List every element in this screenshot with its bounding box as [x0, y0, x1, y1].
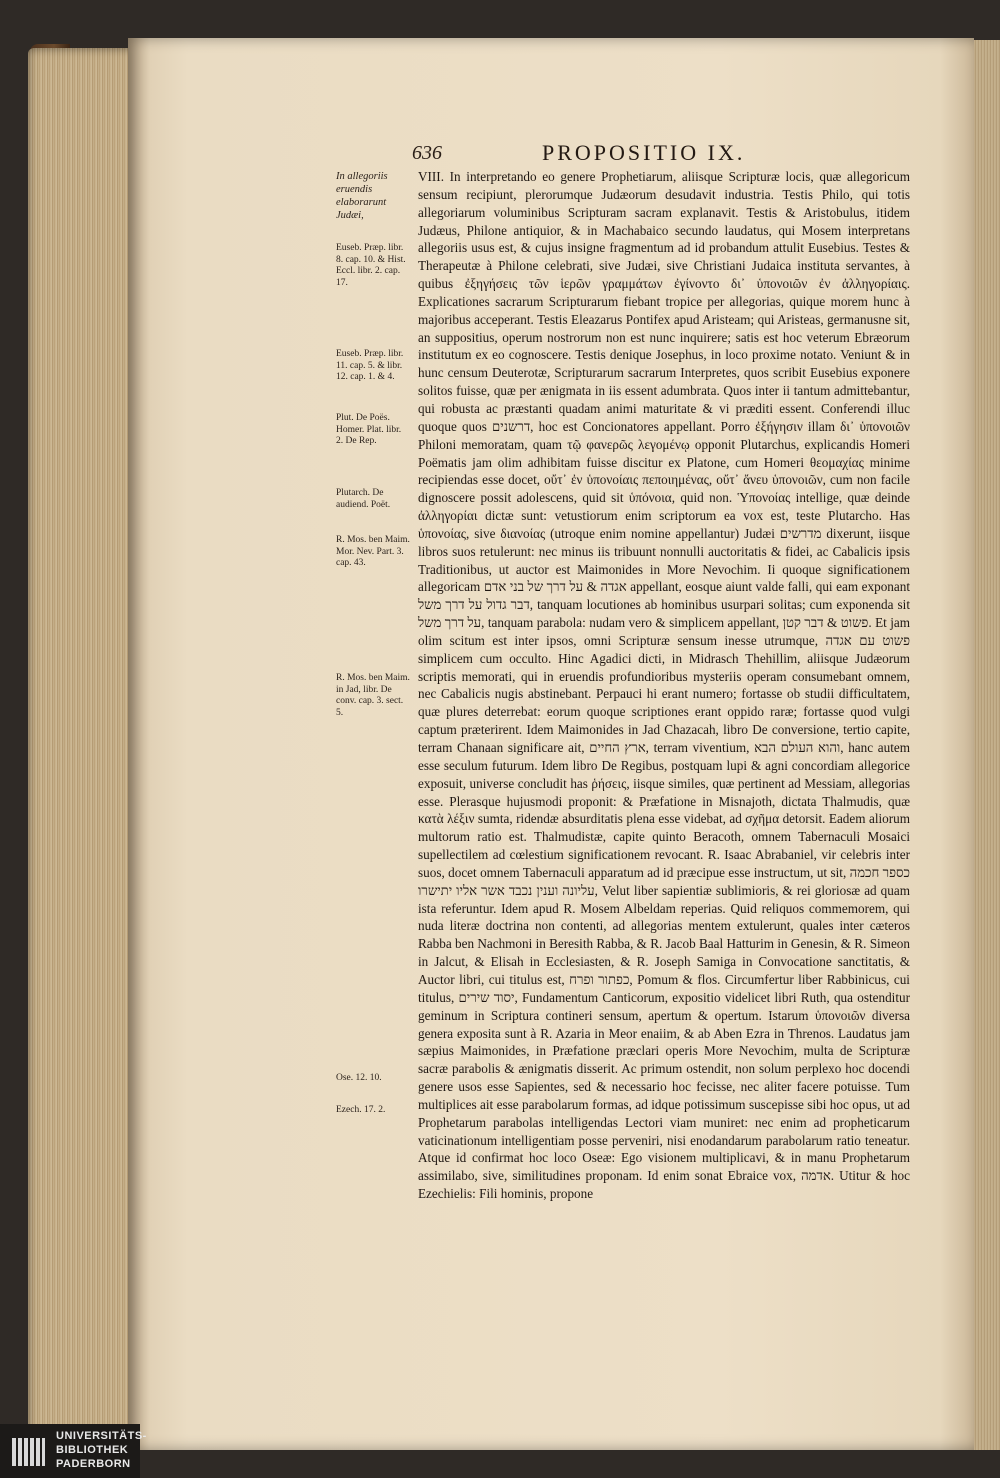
margin-note: Plut. De Poës. Homer. Plat. libr. 2. De Rep.	[336, 413, 402, 446]
page-edges-left	[28, 48, 138, 1448]
logo-line: BIBLIOTHEK	[56, 1444, 129, 1456]
library-logo-icon	[8, 1432, 48, 1472]
library-logo	[0, 1424, 147, 1478]
running-head: PROPOSITIO IX.	[542, 140, 746, 165]
page-number: 636	[412, 142, 442, 164]
library-logo-text	[56, 1429, 147, 1471]
logo-line: UNIVERSITÄTS-	[56, 1430, 147, 1442]
margin-note: R. Mos. ben Maim. in Jad, libr. De conv. cap. 3. sect. 5.	[336, 673, 410, 718]
margin-note: Euseb. Præp. libr. 8. cap. 10. & Hist. Eccl. libr. 2. cap. 17.	[336, 243, 406, 288]
paragraph-viii: VIII. In interpretando eo genere Prophetiarum, aliisque Scripturæ locis, quæ allegoricum sensum recipiunt, plerorumque Judæorum desudavit industria. Testis Philo, qui totis allegoriarum voluminibus Scripturam sacram explanavit. Testis & Aristobulus, itidem Judæus, Philone antiquior, & in Machabaico secundo laudatus, qui Mosem interpretans allegoriis usus est, & cujus insigne fragmentum ad id probandum attulit Eusebius. Testes & Therapeutæ à Philone celebrati, sive Judæi, sive Christiani Judaica instituta servantes, à quibus ἐξηγήσεις τῶν ἱερῶν γραμμάτων ἐγίνοντο δι᾽ ὑπονοιῶν ἐν ἀλληγορίαις. Explicationes sacrarum Scripturarum fiebant tropice per allegorias, quique morem hunc à majoribus acceperant. Testis Eleazarus Pontifex apud Aristeam; qui Aristeas, germanusne sit, an suppositius, operum nostrorum non est nunc inquirere; satis est hoc veterum Ebræorum institutum ex eo cognoscere. Testis denique Josephus, in loco proxime notato. Veniunt & in hunc censum Deuterotæ, Scripturarum sacrarum Interpretes, quos scribit Eusebius exponere solitos fuisse, quæ per ænigmata in iis essent adumbrata. Quos inter ii tantum admittebantur, qui robusta ac præstanti quadam animi maturitate & vi præditi essent. Conferendi illuc quoque quos דרשנים, hoc est Concionatores appellant. Porro ἐξήγησιν illam δι᾽ ὑπονοιῶν Philoni memoratam, quam τῷ φανερῶς λεγομένῳ opponit Plutarchus, explicandis Homeri Poëmatis jam olim adhibitam fuisse discitur ex Platone, cum Homeri θεομαχίας minime recipiendas esse docet, οὔτ᾽ ἐν ὑπονοίαις πεποιημένας, οὔτ᾽ ἄνευ ὑπονοιῶν, cum non facile dignoscere possit adolescens, quid sit ὑπόνοια, quid non. Ὑπονοίας intellige, quæ deinde ἀλληγορίαι dictæ sunt: vetustiorum enim scriptorum ea vox est, teste Plutarcho. Has ὑπονοίας, sive διανοίας (utroque enim nomine appellantur) Judæi מדרשים dixerunt, iisque libros suos retulerunt: nec minus iis tribuunt nonnulli auctoritatis & fidei, ac Cabalicis ipsis Traditionibus, ut auctor est Maimonides in More Nevochim. Ii quoque significationem allegoricam אגדה & על דרך של בני אדם appellant, eosque aiunt valde falli, qui eam exponant דבר גדול על דרך משל, tanquam locutiones ab hominibus usurpari solitas; cum exponenda sit על דרך משל, tanquam parabola: nudam vero & simplicem appellant, פשוט & דבר קטן. Et jam olim scitum est inter ipsos, omni Scripturæ sensum inesse utrumque, פשוט עם אגדה simplicem cum occulto. Hinc Agadici dicti, in Midrasch Thehillim, aliisque Judæorum scriptis memorati, qui in eruendis profundioribus mysteriis operam consumebant omnem, nec Cabalicis nugis abstinebant. Perpauci hi erant numero; fortasse ob studii difficultatem, quæ plures deterrebat: eorum quoque scriptiones erant oppido raræ; fortasse quod vulgi captum præterirent. Idem Maimonides in Jad Chazacah, libro De conversione, tertio capite, terram Chanaan significare ait, ארץ החיים, terram viventium, והוא העולם הבא, hanc autem esse seculum futurum. Idem libro De Regibus, postquam lupi & agni concordiam allegorice exposuit, universe concludit has ῥήσεις, iisque similes, quæ pertinent ad Messiam, allegorias esse. Plerasque hujusmodi proponit: & Præfatione in Misnajoth, dictata Thalmudis, quæ κατὰ λέξιν sumta, ridendæ absurditatis plena esse videbat, ad σχῆμα detorsit. Eadem aliorum multorum ratio est. Thalmudistæ, capite quinto Beracoth, omnem Tabernaculi Mosaici supellectilem ad cœlestium significationem revocant. R. Isaac Abrabaniel, vir celebris inter suos, docet omnem Tabernaculi apparatum ad id præcipue esse instructum, ut sit, כספר חכמה עליונה וענין נכבד אשר אליו יתישרו, Velut liber sapientiæ sublimioris, & rei gloriosæ ad quam ista referuntur. Idem apud R. Mosem Albeldam reperias. Quid reliquos commemorem, qui nuda literæ doctrina non contenti, ad allegorias mentem extulerunt, quales inter cæteros Rabba ben Nachmoni in Beresith Rabba, & R. Jacob Baal Hatturim in Genesin, & R. Simeon in Jalcut, & Elisah in Ecclesiasten, & R. Joseph Samiga in Convocatione sanctitatis, & Auctor libri, cui titulus est, כפתור ופרח, Pomum & flos. Circumfertur liber Rabbinicus, cui titulus, יסוד שירים, Fundamentum Canticorum, expositio videlicet libri Ruth, qua ostenditur geminum in Scriptura contineri sensum, apertum & opertum. Istarum ὑπονοιῶν diversa genera exposita sunt à R. Azaria in Meor enaiim, & ab Aben Ezra in Threnos. Laudatus jam sæpius Maimonides, in Præfatione præclari operis More Nevochim, multa de Scripturæ sacræ parabolis & ænigmatis disserit. Ac primum ostendit, non solum perplexo hoc docendi genere usos esse Sapientes, sed & necessario hoc fecisse, nec aliter facere potuisse. Tum multiplices ait esse parabolarum formas, ad idque potissimum suscepisse sibi hoc opus, ut ad Prophetarum parabolas intelligendas Lectori viam muniret: nec enim ad propheticarum vaticinationum intelligentiam posse perveniri, nisi enodandarum parabolarum ratio teneatur. Atque id confirmat hoc loco Oseæ: Ego visionem multiplicavi, & in manu Prophetarum assimilabo, sive, similitudines proponam. Id enim sonat Ebraice vox, אדמה. Utitur & hoc Ezechielis: Fili hominis, propone	[418, 169, 911, 1202]
margin-note: Euseb. Præp. libr. 11. cap. 5. & libr. 12. cap. 1. & 4.	[336, 349, 404, 382]
margin-note: Ezech. 17. 2.	[336, 1105, 386, 1115]
body-text	[418, 168, 910, 1203]
page-header	[412, 140, 902, 170]
margin-note: R. Mos. ben Maim. Mor. Nev. Part. 3. cap. 43.	[336, 535, 410, 568]
margin-note: Plutarch. De audiend. Poët.	[336, 488, 391, 510]
margin-note: Ose. 12. 10.	[336, 1073, 382, 1083]
logo-line: PADERBORN	[56, 1458, 131, 1470]
margin-note: In allegoriis eruendis elaborarunt Judæi,	[336, 171, 388, 221]
